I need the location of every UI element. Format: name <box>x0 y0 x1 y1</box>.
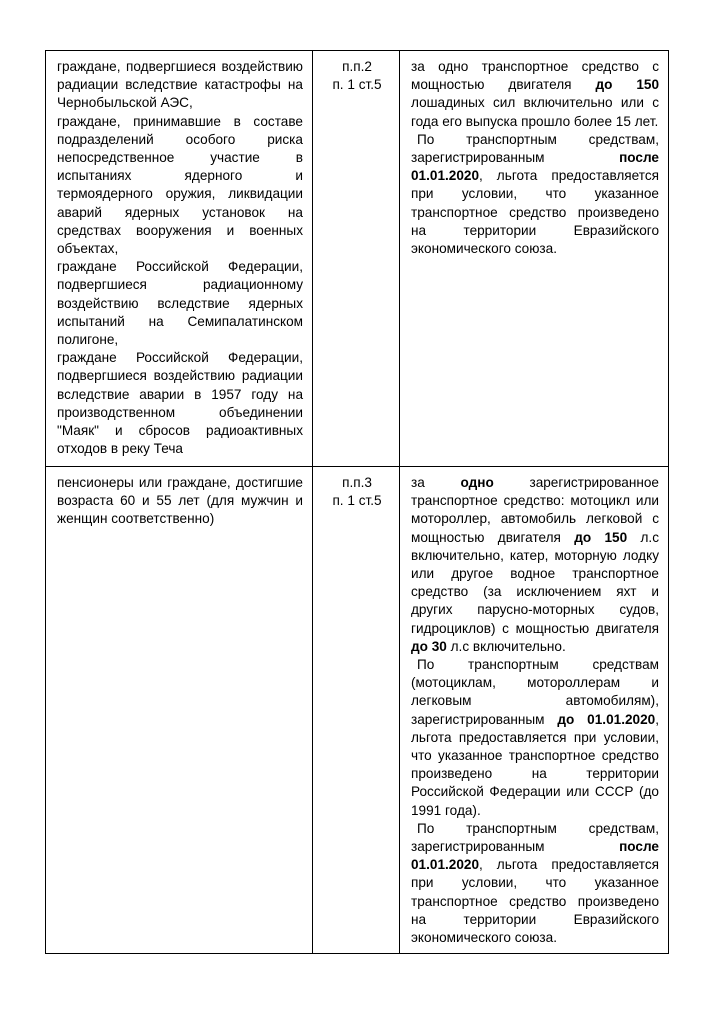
category-text: граждане, принимавшие в составе подразделений особого риска непосредственное участие в испытаниях ядерного и термоядерного оружия, ликвидации аварий ядерных установок на средствах вооружения и военных объектах, <box>57 113 303 257</box>
category-text: граждане, подвергшиеся воздействию радиации вследствие катастрофы на Чернобыльской АЭС, <box>57 59 303 111</box>
condition-emphasis: после 01.01.2020 <box>411 150 659 184</box>
condition-text: л.с включительно, катер, моторную лодку или другое водное транспортное средство (за исключением яхт и других парусно-моторных судов, гидроциклов) с мощностью двигателя <box>411 529 659 636</box>
beneficiary-category-cell <box>46 51 313 467</box>
condition-text: , льгота предоставляется при условии, что указанное транспортное средство произведено на территории Российской Федерации или СССР (до 1991 года). <box>411 711 659 818</box>
condition-emphasis: после 01.01.2020 <box>411 839 659 873</box>
condition-emphasis: до 30 <box>411 638 447 654</box>
condition-text: лошадиных сил включительно или с года его выпуска прошло более 15 лет. <box>411 95 659 129</box>
benefit-conditions-cell <box>400 467 669 954</box>
beneficiary-category-cell <box>46 467 313 954</box>
legal-reference-cell <box>313 467 400 954</box>
condition-emphasis: до 01.01.2020 <box>557 711 656 727</box>
table-row <box>46 51 669 467</box>
legal-reference-cell <box>313 51 400 467</box>
condition-text: По транспортным средствам, зарегистрированным <box>411 131 659 166</box>
category-text: граждане Российской Федерации, подвергшиеся воздействию радиации вследствие аварии в 1957 году на производственном объединении "Маяк" и сбросов радиоактивных отходов в реку Теча <box>57 350 303 457</box>
category-text: граждане Российской Федерации, подвергшиеся радиационному воздействию вследствие ядерных испытаний на Семипалатинском полигоне, <box>57 259 303 348</box>
legal-reference-article: п. 1 ст.5 <box>332 77 382 93</box>
condition-emphasis: до 150 <box>595 77 660 93</box>
legal-reference-subparagraph: п.п.3 <box>342 475 372 490</box>
condition-paragraph <box>411 474 659 656</box>
legal-reference-subparagraph: п.п.2 <box>342 59 372 74</box>
condition-text: По транспортным средствам, зарегистрированным <box>411 820 659 855</box>
condition-text: за одно транспортное средство с мощностью двигателя <box>411 59 659 93</box>
condition-text: , льгота предоставляется при условии, что указанное транспортное средство произведено на территории Евразийского экономического союза. <box>411 168 659 257</box>
condition-text: зарегистрированное транспортное средство: мотоцикл или мотороллер, автомобиль легковой с мощностью двигателя <box>411 475 659 545</box>
category-text: пенсионеры или граждане, достигшие возраста 60 и 55 лет (для мужчин и женщин соответственно) <box>57 475 303 527</box>
condition-text: , льгота предоставляется при условии, что указанное транспортное средство произведено на территории Евразийского экономического союза. <box>411 857 659 946</box>
condition-emphasis: одно <box>460 475 494 490</box>
condition-emphasis: до 150 <box>574 529 628 545</box>
legal-reference-article: п. 1 ст.5 <box>332 493 382 509</box>
condition-text: л.с включительно. <box>446 638 566 654</box>
table-row <box>46 467 669 954</box>
condition-text: за <box>411 475 461 490</box>
condition-paragraph <box>411 58 659 131</box>
benefit-conditions-cell <box>400 51 669 467</box>
condition-paragraph <box>411 131 659 258</box>
condition-paragraph <box>411 820 659 947</box>
condition-paragraph <box>411 656 659 820</box>
condition-text: По транспортным средствам (мотоциклам, мотороллерам и легковым автомобилям), зарегистрированным <box>411 657 659 727</box>
tax-benefits-table <box>45 50 669 954</box>
